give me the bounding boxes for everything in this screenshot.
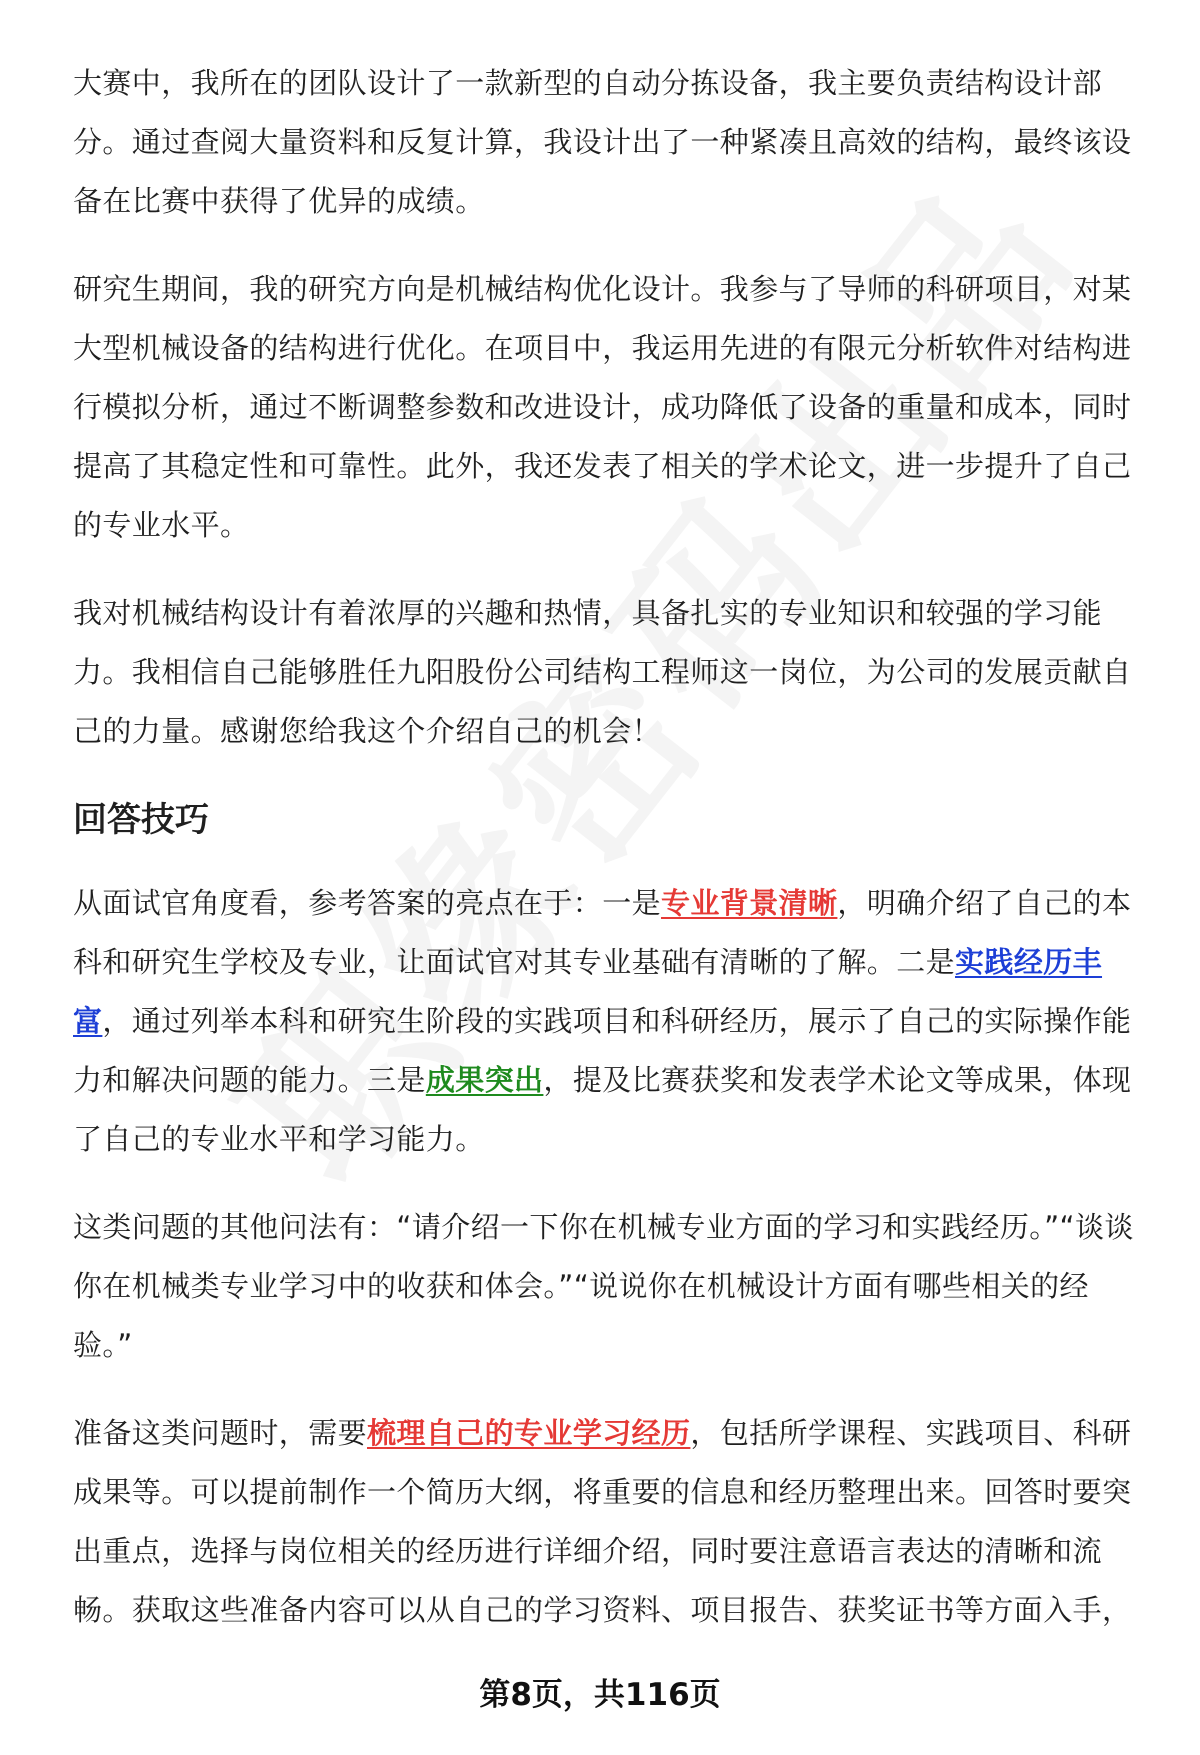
paragraph-alternative-questions: 这类问题的其他问法有：“请介绍一下你在机械专业方面的学习和实践经历。”“谈谈你在机械类专业学习中的收获和体会。”“说说你在机械设计方面有哪些相关的经验。” [73, 1210, 1134, 1362]
paragraph-preparation [73, 1404, 1148, 1640]
text-segment: ，包括所学课程、实践项目、科研成果等。可以提前制作一个简历大纲，将重要的信息和经历整理出来。回答时要突出重点，选择与岗位相关的经历进行详细介绍，同时要注意语言表达的清晰和流畅。获取这些准备内容可以从自己的学习资料、项目报告、获奖证书等方面入手， [73, 1416, 1132, 1627]
highlight-professional-background: 专业背景清晰 [661, 886, 838, 920]
text-segment: ，明确介绍了自己的本科和研究生学校及专业，让面试官对其专业基础有清晰的了解。二是 [73, 886, 1132, 979]
paragraph-closing: 我对机械结构设计有着浓厚的兴趣和热情，具备扎实的专业知识和较强的学习能力。我相信自己能够胜任九阳股份公司结构工程师这一岗位，为公司的发展贡献自己的力量。感谢您给我这个介绍自己的机会！ [73, 596, 1132, 748]
document-body [73, 54, 1148, 1669]
text-segment: 从面试官角度看，参考答案的亮点在于：一是 [73, 886, 662, 920]
paragraph-graduate-research: 研究生期间，我的研究方向是机械结构优化设计。我参与了导师的科研项目，对某大型机械设备的结构进行优化。在项目中，我运用先进的有限元分析软件对结构进行模拟分析，通过不断调整参数和改进设计，成功降低了设备的重量和成本，同时提高了其稳定性和可靠性。此外，我还发表了相关的学术论文，进一步提升了自己的专业水平。 [73, 272, 1132, 542]
paragraph-competition: 大赛中，我所在的团队设计了一款新型的自动分拣设备，我主要负责结构设计部分。通过查阅大量资料和反复计算，我设计出了一种紧凑且高效的结构，最终该设备在比赛中获得了优异的成绩。 [73, 66, 1132, 218]
text-segment: ，提及比赛获奖和发表学术论文等成果，体现了自己的专业水平和学习能力。 [73, 1063, 1132, 1156]
highlight-outstanding-results: 成果突出 [425, 1063, 544, 1097]
highlight-practice-experience: 实践经历丰富 [73, 945, 1103, 1038]
page-number: 第8页，共116页 [479, 1677, 721, 1713]
paragraph-highlights [73, 874, 1148, 1169]
highlight-sort-learning-experience: 梳理自己的专业学习经历 [367, 1416, 691, 1450]
text-segment: ，通过列举本科和研究生阶段的实践项目和科研经历，展示了自己的实际操作能力和解决问题的能力。三是 [73, 1004, 1132, 1097]
text-segment: 准备这类问题时，需要 [73, 1416, 368, 1450]
section-heading: 回答技巧 [73, 800, 209, 840]
